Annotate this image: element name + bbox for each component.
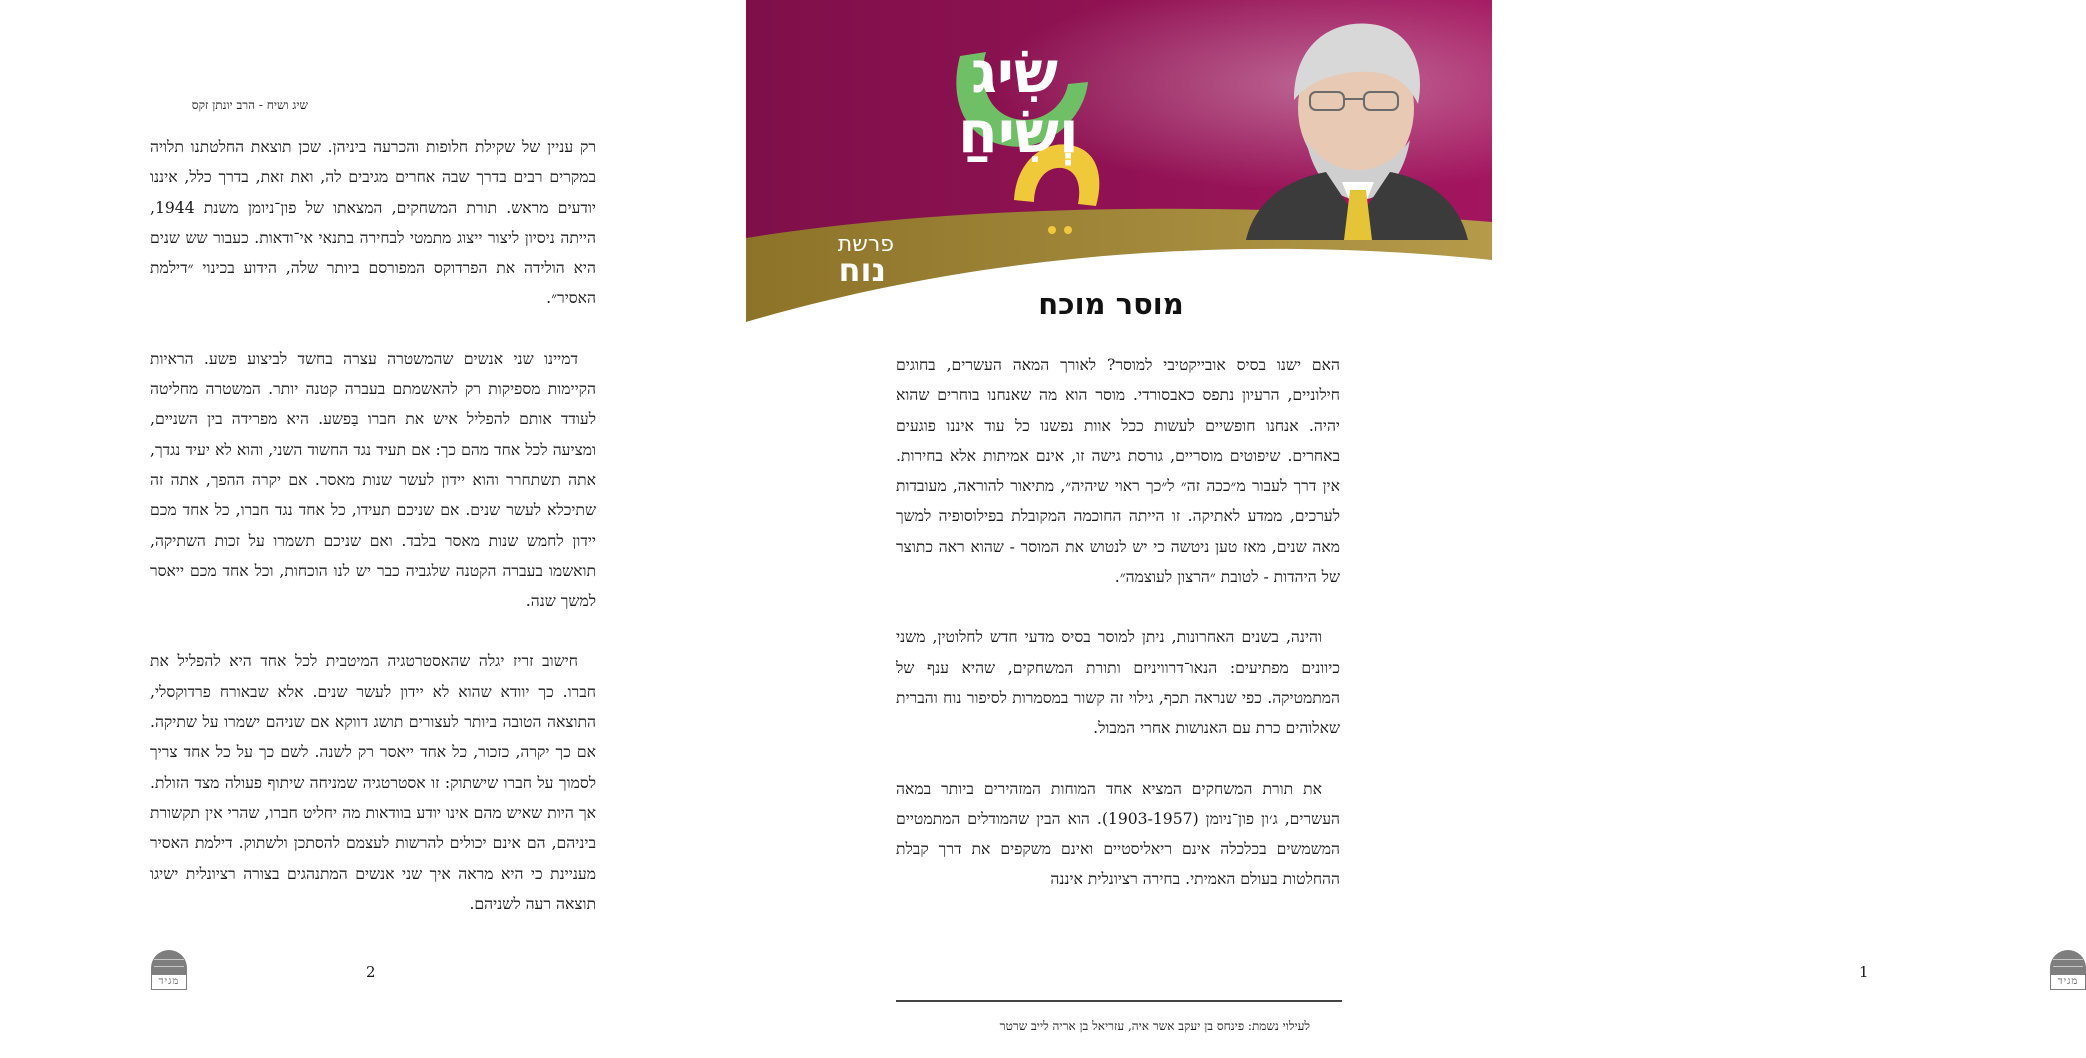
article-title: מוסר מוכח (1038, 287, 1184, 321)
series-title-line2: וְשִׂיחַ (958, 98, 1079, 166)
series-title-line1: שִׂיג (971, 38, 1058, 106)
paragraph: והינה, בשנים האחרונות, ניתן למוסר בסיס מדעי חדש לחלוטין, משני כיוונים מפתיעים: הנאו־דרוויניזם ותורת המשחקים, שהיא ענף של המתמטיקה. כפי שנראה תכף, גילוי זה קשור במסמרות לסיפור נוח והברית שאלוהים כרת עם האנושות אחרי המבול. (896, 628, 1340, 738)
paragraph: את תורת המשחקים המציא אחד המוחות המזהירים ביותר במאה העשרים, ג׳ון פון־ניומן (1903-1957). הוא הבין שהמודלים המתמטיים המשמשים בכלכלה אינם ריאליסטיים ואינם משקפים את דרך קבלת ההחלטות בעולם האמיתי. בחירה רציונלית איננה (896, 779, 1340, 889)
publisher-logo-text: מגיד (2050, 974, 2086, 990)
page-number: 1 (1859, 963, 1869, 981)
parasha-label: פרשת (837, 232, 894, 257)
paragraph: רק עניין של שקילת חלופות והכרעה ביניהן. שכן תוצאת החלטתנו תלויה במקרים רבים בדרך שבה אחרים מגיבים לה, ואת זאת, בדרך כלל, איננו יודעים מראש. תורת המשחקים, המצאתו של פון־ניומן משנת 1944, הייתה ניסיון ליצור ייצוג מתמטי לבחירה בתנאי אי־ודאות. כעבור שש שנים היא הולידה את הפרדוקס המפורסם ביותר שלה, הידוע בכינוי ״דילמת האסיר״. (150, 138, 596, 308)
right-page (746, 0, 2079, 1058)
running-head: שיג ושיח - הרב יונתן זקס (191, 98, 308, 112)
dedication-note: לעילוי נשמת: פינחס בן יעקב אשר איה, עזריאל בן אריה לייב שרטר (999, 1019, 1310, 1033)
dome-icon (2050, 950, 2086, 974)
right-text-column (896, 350, 1340, 895)
page-number: 2 (366, 963, 376, 981)
left-text-column (150, 132, 596, 919)
footer-divider (896, 1000, 1342, 1002)
series-banner (746, 0, 1492, 322)
parasha-name: נוח (838, 251, 886, 289)
publisher-logo (2050, 950, 2086, 992)
publisher-logo (151, 950, 187, 992)
left-page (0, 0, 746, 1058)
paragraph: חישוב זריז יגלה שהאסטרטגיה המיטבית לכל אחד היא להפליל את חברו. כך יוודא שהוא לא יידון לעשר שנים. אלא שבאורח פרדוקסלי, התוצאה הטובה ביותר לעצורים תושג דווקא אם שניהם ישמרו על שתיקה. אם כך יקרה, כזכור, כל אחד ייאסר רק לשנה. לשם כך על כל אחד צריך לסמוך על חברו שישתוק: זו אסטרטגיה שמניחה שיתוף פעולה מצד הזולת. אך היות שאיש מהם אינו יודע בוודאות מה יחליט חברו, שהרי אין תקשורת ביניהם, הם אינם יכולים להרשות לעצמם להסתכן ולשתוק. דילמת האסיר מעניינת כי היא מראה איך שני אנשים המתנהגים בצורה רציונלית ישיגו תוצאה רעה לשניהם. (150, 652, 596, 913)
paragraph: דמיינו שני אנשים שהמשטרה עצרה בחשד לביצוע פשע. הראיות הקיימות מספיקות רק להאשמתם בעברה קטנה יותר. המשטרה מחליטה לעודד אותם להפליל איש את חברו בַּפשע. היא מפרידה בין השניים, ומציעה לכל אחד מהם כך: אם תעיד נגד החשוד השני, והוא לא יעיד נגדך, אתה תשתחרר והוא יידון לעשר שנות מאסר. אם יקרה ההפך, אתה זה שתיכלא לעשר שנים. אם שניכם תעידו, כל אחד נגד חברו, כל אחד מכם יידון לחמש שנות מאסר בלבד. ואם שניכם תשמרו על זכות השתיקה, תואשמו בעברה הקטנה שלגביה כבר יש לנו הוכחות, וכל אחד מכם ייאסר למשך שנה. (150, 349, 596, 611)
publisher-logo-text: מגיד (151, 974, 187, 990)
paragraph: האם ישנו בסיס אובייקטיבי למוסר? לאורך המאה העשרים, בחוגים חילוניים, הרעיון נתפס כאבסורדי. מוסר הוא מה שאנחנו בוחרים שהוא יהיה. אנחנו חופשיים לעשות ככל אוות נפשנו כל עוד איננו פוגעים באחרים. שיפוטים מוסריים, גורסת גישה זו, אינם אמיתות אלא בחירות. אין דרך לעבור מ״ככה זה״ ל״כך ראוי שיהיה״, מתיאור להוראה, מעובדות לערכים, ממדע לאתיקה. זו הייתה החוכמה המקובלת בפילוסופיה למשך מאה שנים, מאז טען ניטשה כי יש לנטוש את המוסר - שהוא ראה כתוצר של היהדות - לטובת ״הרצון לעוצמה״. (896, 356, 1341, 587)
dome-icon (151, 950, 187, 974)
